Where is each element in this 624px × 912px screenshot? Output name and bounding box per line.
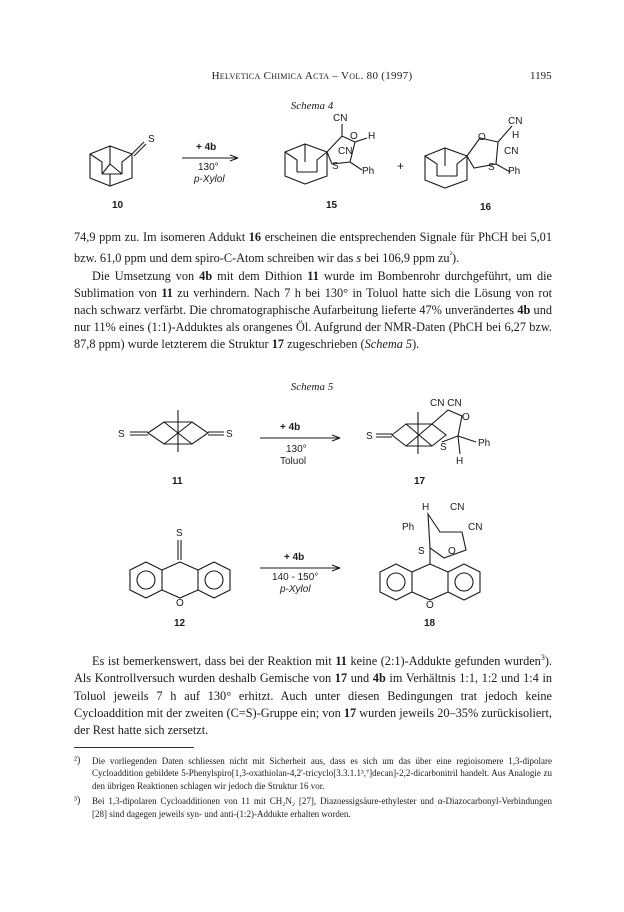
- footnotes: [74, 755, 552, 820]
- label-compound-18: 18: [424, 618, 436, 629]
- temperature-130: 130°: [198, 162, 219, 173]
- schema-5-caption: Schema 5: [290, 381, 334, 393]
- atom-ph-18: Ph: [402, 522, 415, 533]
- footnote-2-marker: ²): [74, 755, 81, 766]
- journal-title: Helvetica Chimica Acta – Vol. 80 (1997): [211, 70, 413, 82]
- compound-17-structure: [376, 410, 476, 454]
- atom-cn-cn-17: CN CN: [430, 398, 462, 409]
- label-compound-17: 17: [414, 476, 426, 487]
- solvent-p-xylol: p-Xylol: [194, 174, 225, 185]
- footnote-3-text: Bei 1,3-dipolaren Cycloadditionen von 11 mit CH₂N₂ [27], Diazoessigsäure-ethylester und α-Diazocarbonyl-Verbindungen [28] sind dagegen jeweils syn- und anti-(1:2)-Addukte erhalten worden.: [92, 796, 552, 819]
- reagent-4b: + 4b: [196, 142, 217, 153]
- atom-ph-15: Ph: [362, 166, 375, 177]
- paragraph-1-text: 74,9 ppm zu. Im isomeren Addukt 16 erscheinen die entsprechenden Signale für PhCH bei 5,01 bzw. 61,0 ppm und dem spiro-C-Atom schreiben wir das s bei 106,9 ppm $zu^{^2}$).: [74, 230, 552, 266]
- label-compound-16: 16: [480, 202, 492, 212]
- paragraph-3-text: Es ist bemerkenswert, dass bei der Reaktion mit 11 keine (2:1)-Addukte gefunden wurden$^3$). Als Kontrollversuch wurden deshalb Gemische von 17 und 4b im Verhältnis 1:1, 1:2 und 1:4 in Toluol jeweils 7 h auf 130° erhitzt. Auch unter diesen Bedingungen trat jedoch keine Cycloaddition mit der zweiten (C=S)-Gruppe ein; von 17 wurden jeweils 20–35% zurückisoliert, der Rest hatte sich zersetzt.: [74, 653, 553, 737]
- atom-cn-16-top: CN: [508, 116, 523, 127]
- atom-h-16: H: [512, 130, 520, 141]
- compound-18-structure: [380, 514, 483, 600]
- thioxanthone-12-structure: [130, 540, 230, 598]
- footnote-3-marker: ³): [74, 795, 81, 807]
- label-compound-11: 11: [172, 476, 183, 487]
- footnote-2-text: Die vorliegenden Daten schliessen nicht mit Sicherheit aus, dass es sich um das über eine regioisomere 1,3-dipolare Cycloaddition gebildete 5-Phenylspiro[1,3-oxathiolan-4,2'-tricyclo[3.3.1.1³,⁷]decan]-2,2-dicarbonitril handelt. Aus Analogie zu den übrigen Reaktionen schlagen wir jedoch die Struktur 16 vor.: [92, 756, 552, 791]
- footnote-3: [74, 795, 552, 820]
- dithione-11-structure: [130, 410, 224, 452]
- plus-sign: +: [397, 159, 405, 173]
- footnote-rule: [74, 747, 194, 748]
- atom-cn-18-right: CN: [468, 522, 483, 533]
- atom-ph-16: Ph: [508, 166, 521, 177]
- atom-h-17: H: [456, 456, 464, 467]
- atom-o-15: O: [350, 131, 358, 142]
- atom-o-16: O: [478, 132, 486, 143]
- atom-o-18-ring: O: [448, 546, 456, 557]
- adamantanethione-structure: [90, 142, 146, 186]
- atom-o-17: O: [462, 412, 470, 423]
- paragraph-2-text: Die Umsetzung von 4b mit dem Dithion 11 wurde im Bombenrohr durchgeführt, um die Sublimation von 11 zu verhindern. Nach 7 h bei 130° in Toluol hatte sich die Lösung von rot nach schwarz verfärbt. Die chromatographische Aufarbeitung lieferte 47% unverändertes 4b und nur 11% eines (1:1)-Adduktes als orangenes Öl. Aufgrund der NMR-Daten (PhCH bei 6,27 bzw. 87,8 ppm) wurde letzterem die Struktur 17 zugeschrieben (Schema 5).: [74, 268, 553, 352]
- temperature-140-150: 140 - 150°: [272, 572, 319, 583]
- atom-h-15: H: [368, 131, 376, 142]
- atom-s-16: S: [488, 162, 495, 173]
- atom-s-11-left: S: [118, 429, 125, 440]
- atom-cn-16-mid: CN: [504, 146, 519, 157]
- schema-4-figure: [70, 112, 570, 212]
- footnote-2: [74, 755, 552, 792]
- page-number: 1195: [530, 70, 552, 82]
- reagent-4b-1: + 4b: [280, 422, 301, 433]
- label-compound-10: 10: [112, 200, 124, 211]
- atom-cn-15-mid: CN: [338, 146, 353, 157]
- atom-s-18: S: [418, 546, 425, 557]
- atom-s-15: S: [332, 161, 339, 172]
- label-compound-15: 15: [326, 200, 338, 211]
- atom-ph-17: Ph: [478, 438, 491, 449]
- running-header: [0, 70, 624, 86]
- paragraph-3: [74, 649, 552, 739]
- compound-16-structure: [425, 126, 512, 188]
- atom-s-thione: S: [148, 134, 155, 145]
- atom-o-18-bottom: O: [426, 600, 434, 611]
- atom-cn-18-top: CN: [450, 502, 465, 513]
- reagent-4b-2: + 4b: [284, 552, 305, 563]
- atom-s-17-exo: S: [366, 431, 373, 442]
- atom-h-18: H: [422, 502, 430, 513]
- schema-4-caption: Schema 4: [290, 100, 334, 112]
- temperature-130-toluol: 130°: [286, 444, 307, 455]
- atom-s-11-right: S: [226, 429, 233, 440]
- solvent-p-xylol-2: p-Xylol: [280, 584, 311, 595]
- atom-s-12: S: [176, 528, 183, 539]
- paragraph-1: [74, 229, 552, 354]
- atom-s-17-ring: S: [440, 442, 447, 453]
- label-compound-12: 12: [174, 618, 186, 629]
- schema-5-figure: [100, 392, 520, 632]
- atom-cn-15-top: CN: [333, 113, 348, 124]
- solvent-toluol: Toluol: [280, 456, 307, 467]
- atom-o-12: O: [176, 598, 184, 609]
